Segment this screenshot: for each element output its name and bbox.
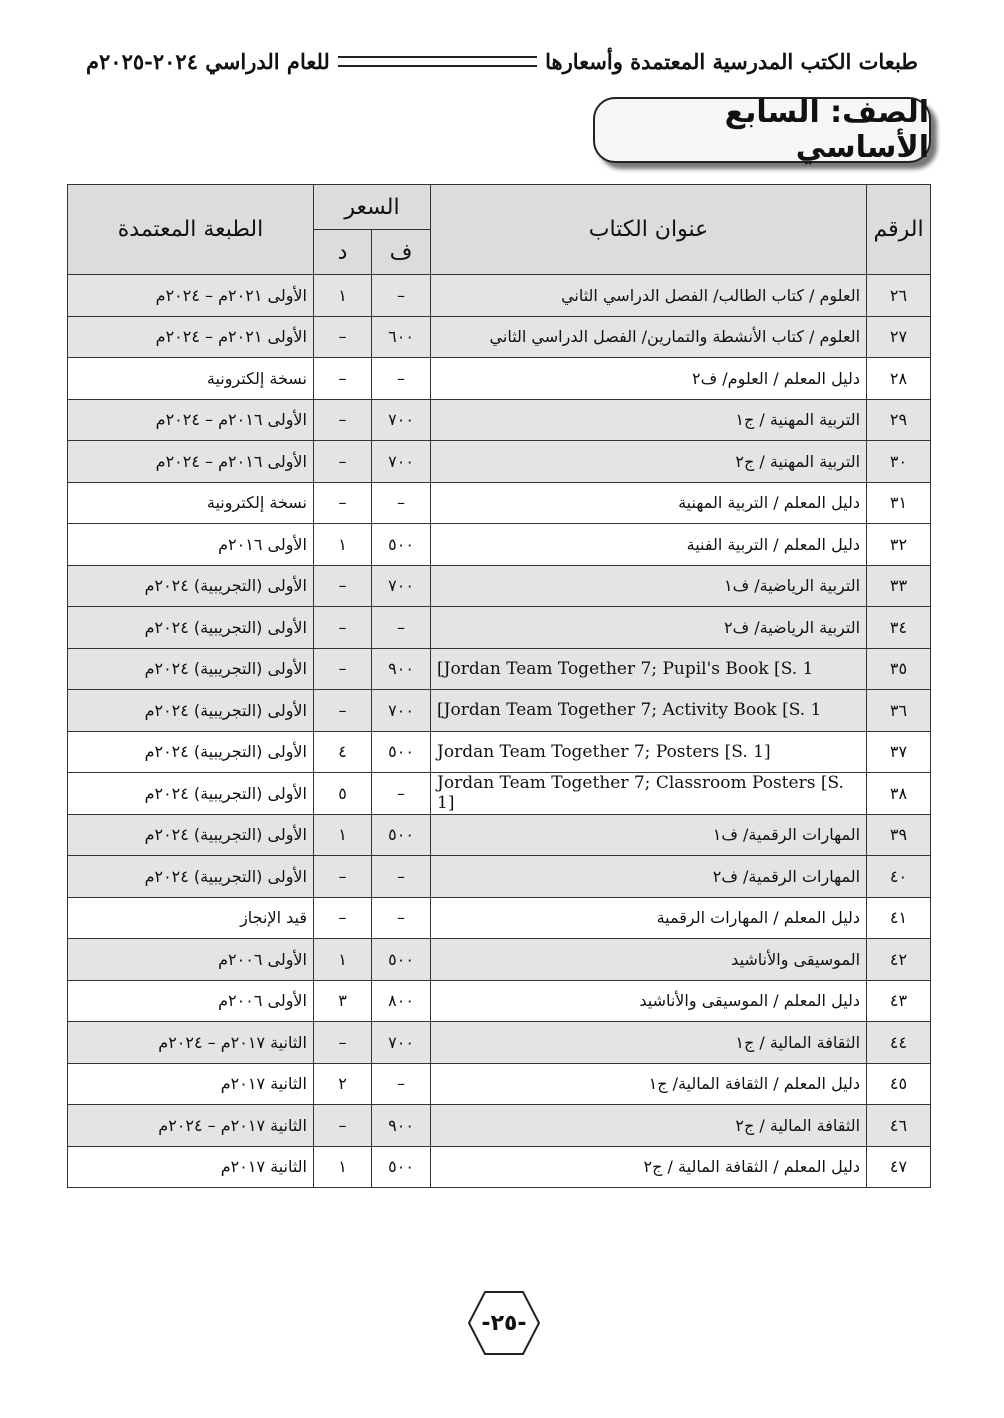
price-fils: ٥٠٠ [372, 814, 431, 856]
price-fils: – [372, 897, 431, 939]
book-title: دليل المعلم / العلوم/ ف٢ [431, 358, 867, 400]
page-number: -٢٥- [481, 1310, 527, 1336]
row-number: ٣٣ [867, 565, 931, 607]
book-title: المهارات الرقمية/ ف٢ [431, 856, 867, 898]
book-title: [Jordan Team Together 7; Activity Book [S. 1 [431, 690, 867, 732]
row-number: ٣٨ [867, 773, 931, 815]
row-number: ٤٠ [867, 856, 931, 898]
row-number: ٢٦ [867, 275, 931, 317]
book-title: التربية الرياضية/ ف٢ [431, 607, 867, 649]
table-row [68, 939, 931, 981]
table-row [68, 980, 931, 1022]
price-dinar: – [314, 897, 372, 939]
header-title: طبعات الكتب المدرسية المعتمدة وأسعارها [545, 48, 918, 74]
header-title: عنوان الكتاب [431, 185, 867, 275]
table-row [68, 1146, 931, 1188]
price-fils: ٧٠٠ [372, 441, 431, 483]
header-divider [338, 56, 537, 67]
table-row [68, 565, 931, 607]
approved-edition: الأولى ٢٠١٦م – ٢٠٢٤م [68, 441, 314, 483]
grade-title-box [593, 97, 931, 163]
table-row [68, 1063, 931, 1105]
approved-edition: الثانية ٢٠١٧م [68, 1063, 314, 1105]
table-row [68, 814, 931, 856]
row-number: ٢٩ [867, 399, 931, 441]
price-dinar: – [314, 399, 372, 441]
table-row [68, 482, 931, 524]
page-header [86, 44, 918, 78]
approved-edition: الأولى (التجريبية) ٢٠٢٤م [68, 814, 314, 856]
table-row [68, 897, 931, 939]
book-title: المهارات الرقمية/ ف١ [431, 814, 867, 856]
row-number: ٤١ [867, 897, 931, 939]
book-title: الثقافة المالية / ج١ [431, 1022, 867, 1064]
header-dinar: د [314, 230, 372, 275]
table-row [68, 731, 931, 773]
book-title: دليل المعلم / الثقافة المالية/ ج١ [431, 1063, 867, 1105]
book-title: Jordan Team Together 7; Posters [S. 1] [431, 731, 867, 773]
book-title: [Jordan Team Together 7; Pupil's Book [S. 1 [431, 648, 867, 690]
book-title: التربية الرياضية/ ف١ [431, 565, 867, 607]
approved-edition: الأولى ٢٠١٦م [68, 524, 314, 566]
price-dinar: – [314, 316, 372, 358]
row-number: ٣٢ [867, 524, 931, 566]
approved-edition: الأولى (التجريبية) ٢٠٢٤م [68, 690, 314, 732]
book-title: العلوم / كتاب الطالب/ الفصل الدراسي الثاني [431, 275, 867, 317]
header-year: للعام الدراسي ٢٠٢٤-٢٠٢٥م [86, 48, 330, 74]
price-fils: ٥٠٠ [372, 524, 431, 566]
price-dinar: – [314, 648, 372, 690]
grade-title: الصف: السابع الأساسي [724, 95, 929, 165]
row-number: ٣٠ [867, 441, 931, 483]
price-fils: ٥٠٠ [372, 939, 431, 981]
row-number: ٣٤ [867, 607, 931, 649]
row-number: ٤٣ [867, 980, 931, 1022]
book-title: التربية المهنية / ج١ [431, 399, 867, 441]
approved-edition: الأولى ٢٠١٦م – ٢٠٢٤م [68, 399, 314, 441]
book-title: العلوم / كتاب الأنشطة والتمارين/ الفصل الدراسي الثاني [431, 316, 867, 358]
approved-edition: الأولى ٢٠٢١م – ٢٠٢٤م [68, 275, 314, 317]
approved-edition: الثانية ٢٠١٧م – ٢٠٢٤م [68, 1022, 314, 1064]
price-fils: – [372, 1063, 431, 1105]
book-title: دليل المعلم / التربية الفنية [431, 524, 867, 566]
price-fils: ٧٠٠ [372, 565, 431, 607]
table-row [68, 524, 931, 566]
price-fils: ٧٠٠ [372, 690, 431, 732]
price-fils: – [372, 856, 431, 898]
book-title: دليل المعلم / المهارات الرقمية [431, 897, 867, 939]
price-dinar: – [314, 1105, 372, 1147]
approved-edition: الثانية ٢٠١٧م [68, 1146, 314, 1188]
table-row [68, 773, 931, 815]
approved-edition: قيد الإنجاز [68, 897, 314, 939]
table-row [68, 856, 931, 898]
row-number: ٣٧ [867, 731, 931, 773]
price-fils: ٦٠٠ [372, 316, 431, 358]
price-dinar: ٣ [314, 980, 372, 1022]
approved-edition: الأولى ٢٠٠٦م [68, 939, 314, 981]
header-edition: الطبعة المعتمدة [68, 185, 314, 275]
price-dinar: – [314, 441, 372, 483]
price-dinar: – [314, 565, 372, 607]
row-number: ٤٢ [867, 939, 931, 981]
price-fils: ٨٠٠ [372, 980, 431, 1022]
price-fils: ٥٠٠ [372, 1146, 431, 1188]
book-title: التربية المهنية / ج٢ [431, 441, 867, 483]
price-dinar: – [314, 607, 372, 649]
price-dinar: – [314, 482, 372, 524]
approved-edition: الأولى (التجريبية) ٢٠٢٤م [68, 773, 314, 815]
approved-edition: الأولى (التجريبية) ٢٠٢٤م [68, 565, 314, 607]
price-fils: – [372, 358, 431, 400]
price-fils: – [372, 607, 431, 649]
row-number: ٣١ [867, 482, 931, 524]
price-fils: – [372, 773, 431, 815]
approved-edition: نسخة إلكترونية [68, 358, 314, 400]
book-title: Jordan Team Together 7; Classroom Posters [S. 1] [431, 773, 867, 815]
approved-edition: الأولى (التجريبية) ٢٠٢٤م [68, 648, 314, 690]
approved-edition: الأولى ٢٠٢١م – ٢٠٢٤م [68, 316, 314, 358]
book-title: الموسيقى والأناشيد [431, 939, 867, 981]
approved-edition: الثانية ٢٠١٧م – ٢٠٢٤م [68, 1105, 314, 1147]
price-dinar: ٥ [314, 773, 372, 815]
price-dinar: – [314, 690, 372, 732]
row-number: ٣٥ [867, 648, 931, 690]
price-fils: ٧٠٠ [372, 399, 431, 441]
table-row [68, 316, 931, 358]
price-dinar: ٤ [314, 731, 372, 773]
price-dinar: – [314, 1022, 372, 1064]
price-fils: ٥٠٠ [372, 731, 431, 773]
price-dinar: – [314, 856, 372, 898]
row-number: ٢٨ [867, 358, 931, 400]
header-price: السعر [314, 185, 431, 230]
price-dinar: ١ [314, 939, 372, 981]
price-fils: – [372, 275, 431, 317]
header-fils: ف [372, 230, 431, 275]
price-fils: ٧٠٠ [372, 1022, 431, 1064]
book-title: الثقافة المالية / ج٢ [431, 1105, 867, 1147]
row-number: ٤٧ [867, 1146, 931, 1188]
table-row [68, 690, 931, 732]
price-dinar: ١ [314, 814, 372, 856]
price-dinar: ١ [314, 1146, 372, 1188]
table-row [68, 1022, 931, 1064]
row-number: ٤٤ [867, 1022, 931, 1064]
page-number-badge [467, 1290, 541, 1356]
row-number: ٤٥ [867, 1063, 931, 1105]
approved-edition: الأولى (التجريبية) ٢٠٢٤م [68, 731, 314, 773]
price-fils: – [372, 482, 431, 524]
table-row [68, 648, 931, 690]
table-row [68, 399, 931, 441]
table-row [68, 358, 931, 400]
price-dinar: ٢ [314, 1063, 372, 1105]
price-dinar: ١ [314, 275, 372, 317]
book-title: دليل المعلم / التربية المهنية [431, 482, 867, 524]
table-row [68, 275, 931, 317]
table-row [68, 607, 931, 649]
books-table [67, 184, 931, 1188]
price-dinar: ١ [314, 524, 372, 566]
row-number: ٤٦ [867, 1105, 931, 1147]
price-dinar: – [314, 358, 372, 400]
approved-edition: الأولى (التجريبية) ٢٠٢٤م [68, 856, 314, 898]
table-row [68, 441, 931, 483]
row-number: ٣٦ [867, 690, 931, 732]
approved-edition: الأولى (التجريبية) ٢٠٢٤م [68, 607, 314, 649]
approved-edition: نسخة إلكترونية [68, 482, 314, 524]
approved-edition: الأولى ٢٠٠٦م [68, 980, 314, 1022]
book-title: دليل المعلم / الموسيقى والأناشيد [431, 980, 867, 1022]
price-fils: ٩٠٠ [372, 1105, 431, 1147]
price-fils: ٩٠٠ [372, 648, 431, 690]
row-number: ٣٩ [867, 814, 931, 856]
book-title: دليل المعلم / الثقافة المالية / ج٢ [431, 1146, 867, 1188]
table-row [68, 1105, 931, 1147]
row-number: ٢٧ [867, 316, 931, 358]
header-num: الرقم [867, 185, 931, 275]
